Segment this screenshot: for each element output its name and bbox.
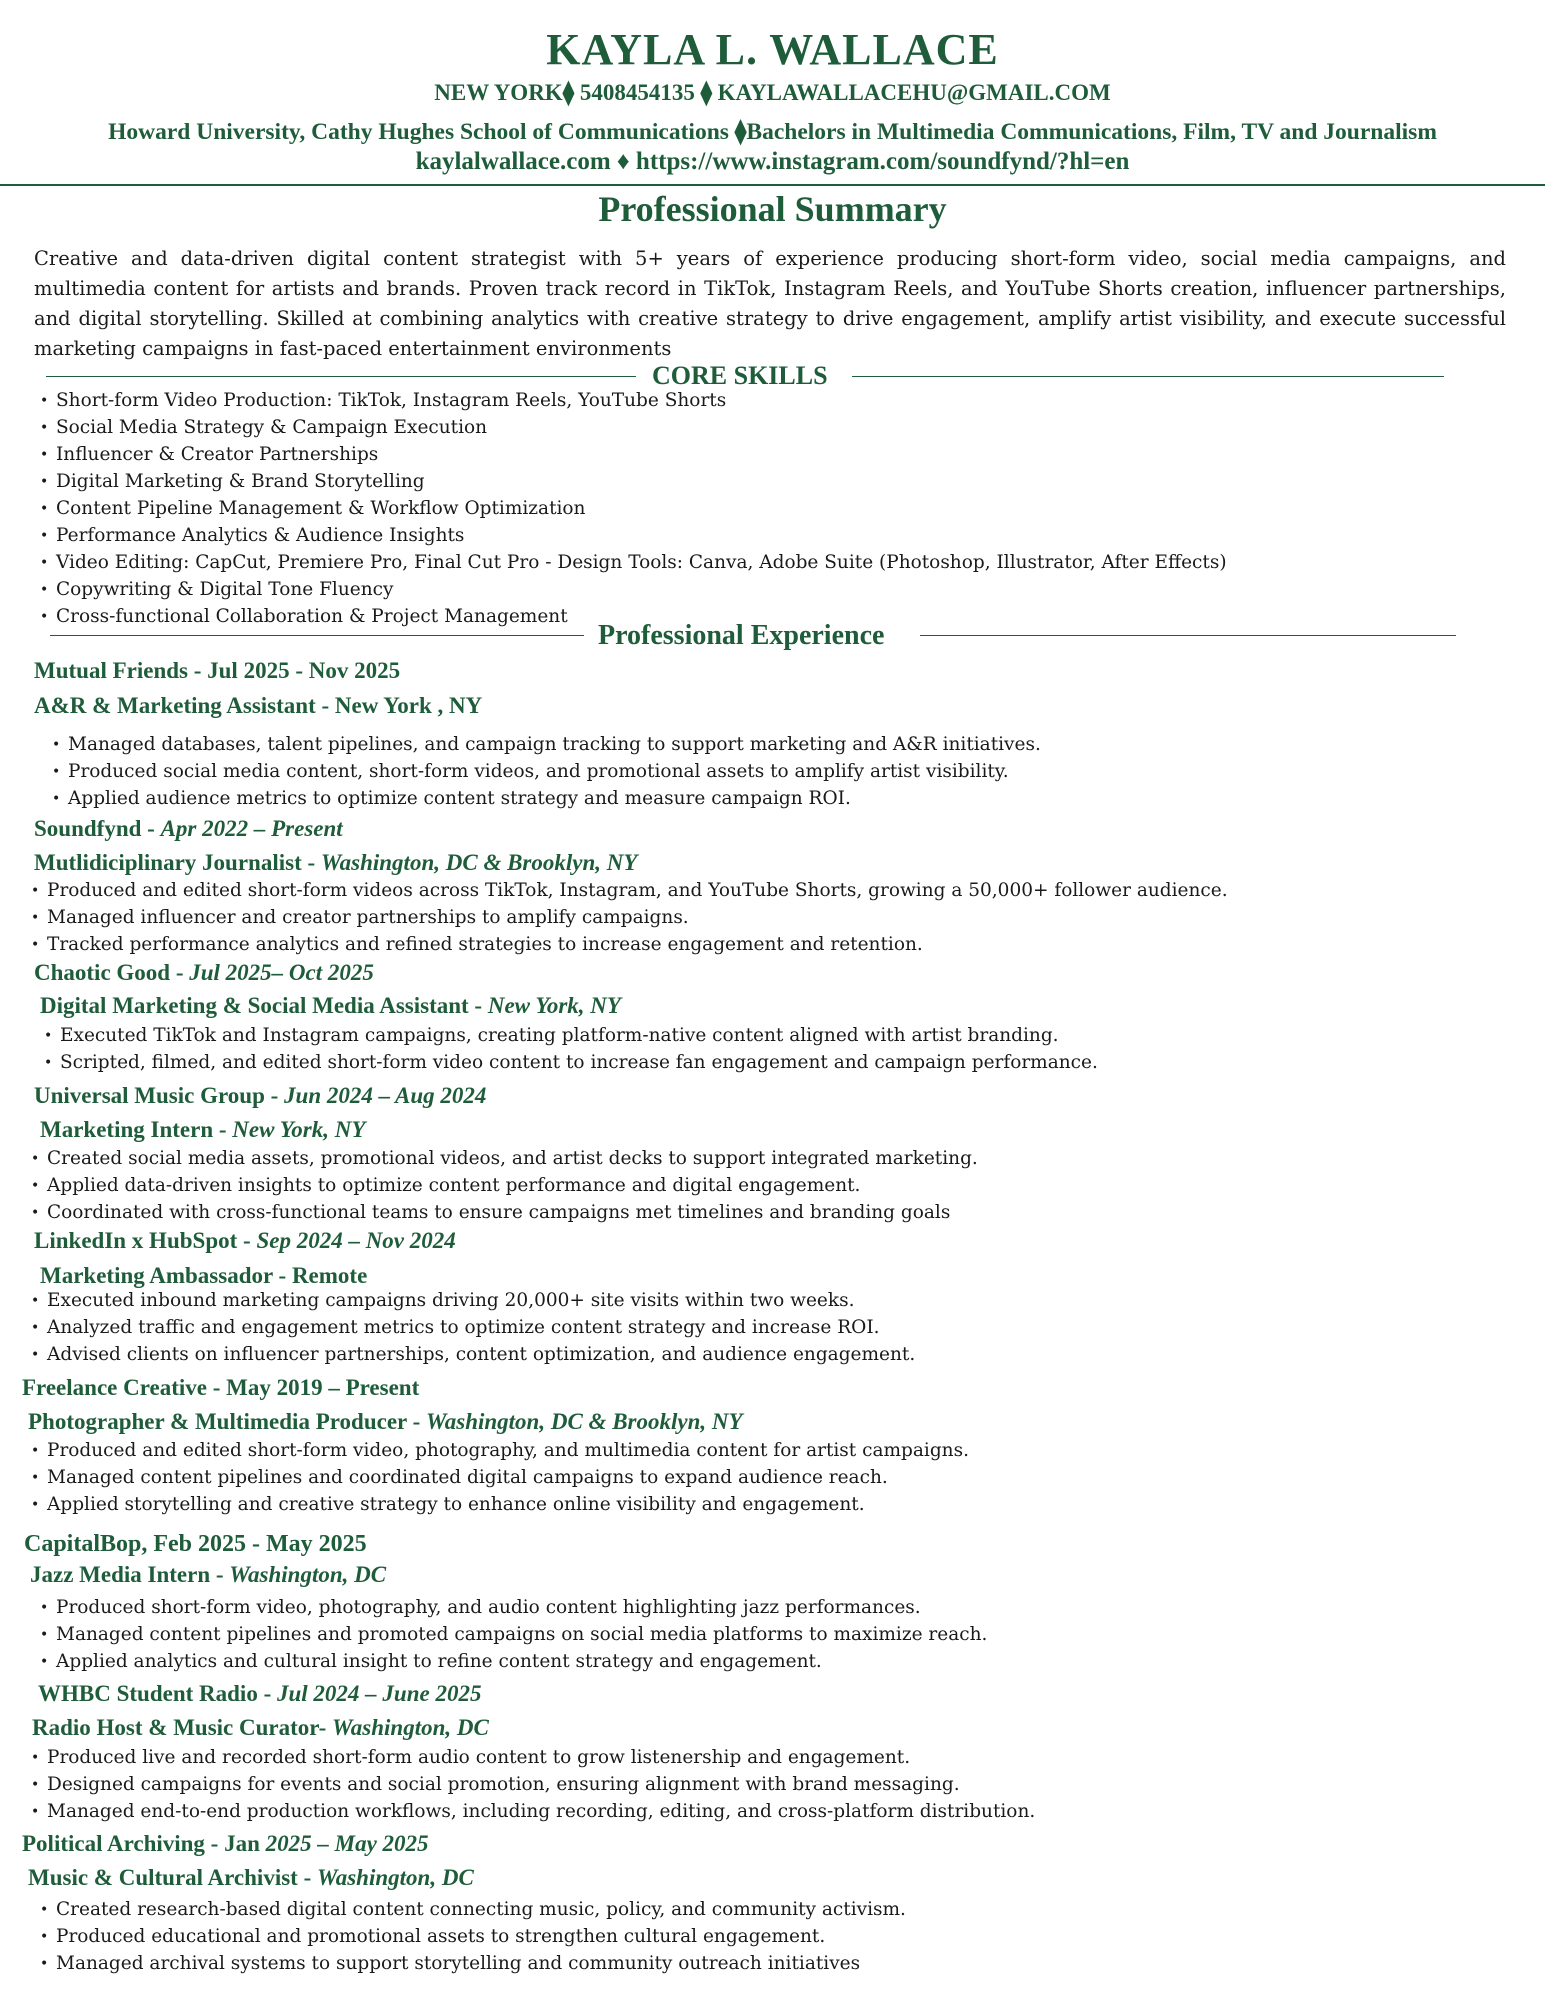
job-bullet: • Produced educational and promotional assets to strengthen cultural engagement. (56, 1925, 825, 1949)
summary-title: Professional Summary (598, 189, 947, 229)
job-bullet: • Designed campaigns for events and social promotion, ensuring alignment with brand messaging. (47, 1773, 960, 1797)
job-role: Photographer & Multimedia Producer - Washington, DC & Brooklyn, NY (28, 1409, 743, 1434)
contact-line: NEW YORK⧫ 5408454135 ⧫ KAYLAWALLACEHU@GMAIL.COM (434, 80, 1111, 105)
job-bullet: • Executed TikTok and Instagram campaigns, creating platform-native content aligned with artist branding. (60, 1024, 1059, 1048)
job-company: Mutual Friends - Jul 2025 - Nov 2025 (34, 658, 401, 683)
job-bullet: • Tracked performance analytics and refined strategies to increase engagement and retention. (47, 933, 923, 957)
header-divider (0, 184, 1545, 186)
job-bullet: • Executed inbound marketing campaigns driving 20,000+ site visits within two weeks. (47, 1289, 854, 1313)
section-divider-left (50, 635, 584, 636)
job-bullet: • Applied data-driven insights to optimize content performance and digital engagement. (47, 1174, 860, 1198)
skill-item: • Content Pipeline Management & Workflow Optimization (56, 497, 585, 521)
experience-title: Professional Experience (598, 620, 885, 651)
job-bullet: • Managed archival systems to support storytelling and community outreach initiatives (56, 1952, 860, 1976)
job-bullet: • Applied storytelling and creative strategy to enhance online visibility and engagement. (47, 1493, 865, 1517)
skill-item: • Social Media Strategy & Campaign Execution (56, 416, 487, 440)
skill-item: • Copywriting & Digital Tone Fluency (56, 578, 393, 602)
job-bullet: • Applied analytics and cultural insight to refine content strategy and engagement. (56, 1650, 822, 1674)
job-role: Digital Marketing & Social Media Assistant - New York, NY (40, 993, 621, 1018)
section-divider-left (46, 376, 636, 377)
skill-item: • Performance Analytics & Audience Insights (56, 524, 464, 548)
job-role: Music & Cultural Archivist - Washington, DC (28, 1865, 474, 1890)
job-role: Mutlidiciplinary Journalist - Washington, DC & Brooklyn, NY (34, 850, 638, 875)
job-bullet: • Analyzed traffic and engagement metrics to optimize content strategy and increase ROI. (47, 1316, 880, 1340)
skill-item: • Video Editing: CapCut, Premiere Pro, Final Cut Pro - Design Tools: Canva, Adobe Suite (Photoshop, Illustrator, After Effects) (56, 551, 1227, 575)
section-divider-right (852, 376, 1444, 377)
experience-header (0, 620, 1545, 650)
skill-item: • Short-form Video Production: TikTok, Instagram Reels, YouTube Shorts (56, 389, 726, 413)
job-bullet: • Produced short-form video, photography, and audio content highlighting jazz performances. (56, 1596, 921, 1620)
job-role: A&R & Marketing Assistant - New York , NY (34, 693, 483, 718)
skill-item: • Influencer & Creator Partnerships (56, 443, 378, 467)
job-company: Soundfynd - Apr 2022 – Present (34, 816, 343, 841)
job-bullet: • Managed influencer and creator partnerships to amplify campaigns. (47, 906, 689, 930)
job-company: Freelance Creative - May 2019 – Present (22, 1375, 420, 1400)
core-skills-header (0, 361, 1545, 391)
job-bullet: • Produced social media content, short-form videos, and promotional assets to amplify artist visibility. (68, 760, 1009, 784)
job-role: Jazz Media Intern - Washington, DC (30, 1562, 387, 1587)
education-line: Howard University, Cathy Hughes School of Communications ⧫Bachelors in Multimedia Communications, Film, TV and Journalism (108, 119, 1437, 145)
job-bullet: • Managed end-to-end production workflows, including recording, editing, and cross-platform distribution. (47, 1800, 1035, 1824)
job-company: Political Archiving - Jan 2025 – May 2025 (22, 1831, 429, 1856)
job-company: WHBC Student Radio - Jul 2024 – June 2025 (38, 1681, 482, 1706)
job-company: Chaotic Good - Jul 2025– Oct 2025 (34, 960, 374, 985)
job-bullet: • Advised clients on influencer partnerships, content optimization, and audience engagement. (47, 1343, 915, 1367)
skill-item: • Cross-functional Collaboration & Project Management (56, 605, 568, 629)
job-bullet: • Managed content pipelines and coordinated digital campaigns to expand audience reach. (47, 1466, 888, 1490)
section-divider-right (920, 635, 1456, 636)
job-company: LinkedIn x HubSpot - Sep 2024 – Nov 2024 (34, 1228, 456, 1253)
job-role: Radio Host & Music Curator- Washington, DC (32, 1715, 489, 1740)
job-bullet: • Applied audience metrics to optimize content strategy and measure campaign ROI. (68, 787, 851, 811)
core-skills-title: CORE SKILLS (652, 361, 828, 390)
skill-item: • Digital Marketing & Brand Storytelling (56, 470, 425, 494)
job-company: CapitalBop, Feb 2025 - May 2025 (24, 1531, 367, 1557)
job-role: Marketing Ambassador - Remote (40, 1263, 368, 1288)
job-bullet: • Produced and edited short-form video, photography, and multimedia content for artist campaigns. (47, 1439, 969, 1463)
job-company: Universal Music Group - Jun 2024 – Aug 2024 (34, 1083, 487, 1108)
job-role: Marketing Intern - New York, NY (40, 1117, 366, 1142)
job-bullet: • Scripted, filmed, and edited short-form video content to increase fan engagement and campaign performance. (60, 1051, 1098, 1075)
job-bullet: • Created social media assets, promotional videos, and artist decks to support integrated marketing. (47, 1147, 978, 1171)
job-bullet: • Managed content pipelines and promoted campaigns on social media platforms to maximize reach. (56, 1623, 987, 1647)
candidate-name: KAYLA L. WALLACE (546, 25, 999, 74)
job-bullet: • Created research-based digital content connecting music, policy, and community activism. (56, 1898, 906, 1922)
summary-text: Creative and data-driven digital content strategist with 5+ years of experience producing short-form video, social media campaigns, and multimedia content for artists and brands. Proven track record in TikTok, Instagram Reels, and YouTube Shorts creation, influencer partnerships, and digital storytelling. Skilled at combining analytics with creative strategy to drive engagement, amplify artist visibility, and execute successful marketing campaigns in fast-paced entertainment environments (34, 247, 1506, 360)
job-bullet: • Produced and edited short-form videos across TikTok, Instagram, and YouTube Shorts, growing a 50,000+ follower audience. (47, 879, 1228, 903)
job-bullet: • Managed databases, talent pipelines, and campaign tracking to support marketing and A&R initiatives. (68, 733, 1041, 757)
links-line[interactable]: kaylalwallace.com ♦ https://www.instagram.com/soundfynd/?hl=en (415, 148, 1130, 175)
job-bullet: • Coordinated with cross-functional teams to ensure campaigns met timelines and branding goals (47, 1201, 950, 1225)
job-bullet: • Produced live and recorded short-form audio content to grow listenership and engagement. (47, 1746, 910, 1770)
